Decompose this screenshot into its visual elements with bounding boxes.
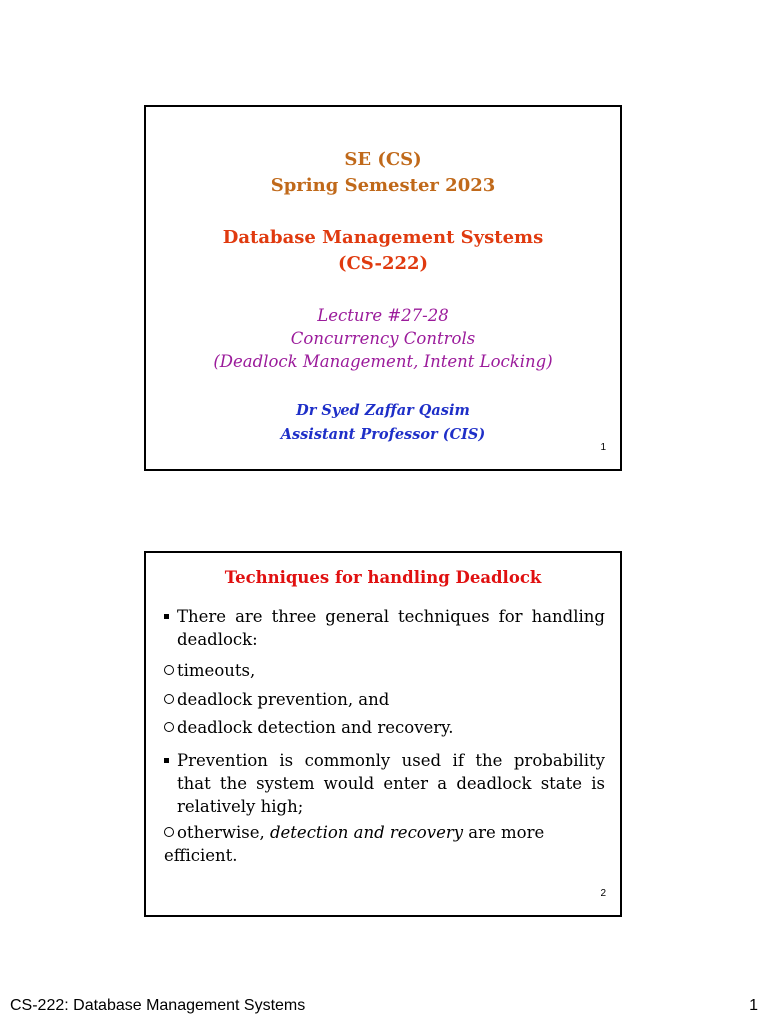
sub-item-italic: detection and recovery <box>269 823 464 842</box>
course-line: SE (CS) <box>344 149 422 170</box>
topic-line: Concurrency Controls <box>290 329 476 348</box>
sub-item <box>164 821 605 867</box>
subtopic-line: (Deadlock Management, Intent Locking) <box>213 352 553 371</box>
slide-title: Techniques for handling Deadlock <box>224 568 542 587</box>
sub-item-text: timeouts, <box>177 661 256 680</box>
sub-item <box>164 659 605 682</box>
bullet-text: Prevention is commonly used if the probability that the system would enter a deadlock state is relatively high; <box>177 751 605 816</box>
sub-item-prefix: otherwise, <box>177 823 270 842</box>
circle-bullet-icon <box>164 665 174 675</box>
sub-item <box>164 716 605 739</box>
footer-course-title: CS-222: Database Management Systems <box>10 997 306 1014</box>
slide-2 <box>144 551 622 917</box>
author-title: Assistant Professor (CIS) <box>280 426 486 443</box>
slide-number: 2 <box>600 888 606 899</box>
sub-item-suffix: are more efficient. <box>164 823 545 865</box>
bullet-item <box>164 749 605 818</box>
square-bullet-icon <box>164 758 169 763</box>
sub-item-text: deadlock prevention, and <box>177 690 390 709</box>
title-line-1: Database Management Systems <box>222 227 544 248</box>
author-name: Dr Syed Zaffar Qasim <box>296 402 470 419</box>
circle-bullet-icon <box>164 694 174 704</box>
semester-line: Spring Semester 2023 <box>270 175 496 196</box>
sub-item <box>164 688 605 711</box>
slide-number: 1 <box>600 442 606 453</box>
circle-bullet-icon <box>164 827 174 837</box>
lecture-line: Lecture #27-28 <box>317 306 449 325</box>
sub-item-text: deadlock detection and recovery. <box>177 718 454 737</box>
square-bullet-icon <box>164 614 169 619</box>
footer-page-number: 1 <box>749 997 758 1014</box>
slide-1 <box>144 105 622 471</box>
circle-bullet-icon <box>164 722 174 732</box>
bullet-text: There are three general techniques for handling deadlock: <box>177 607 605 649</box>
title-line-2: (CS-222) <box>337 253 429 274</box>
bullet-item <box>164 605 605 651</box>
